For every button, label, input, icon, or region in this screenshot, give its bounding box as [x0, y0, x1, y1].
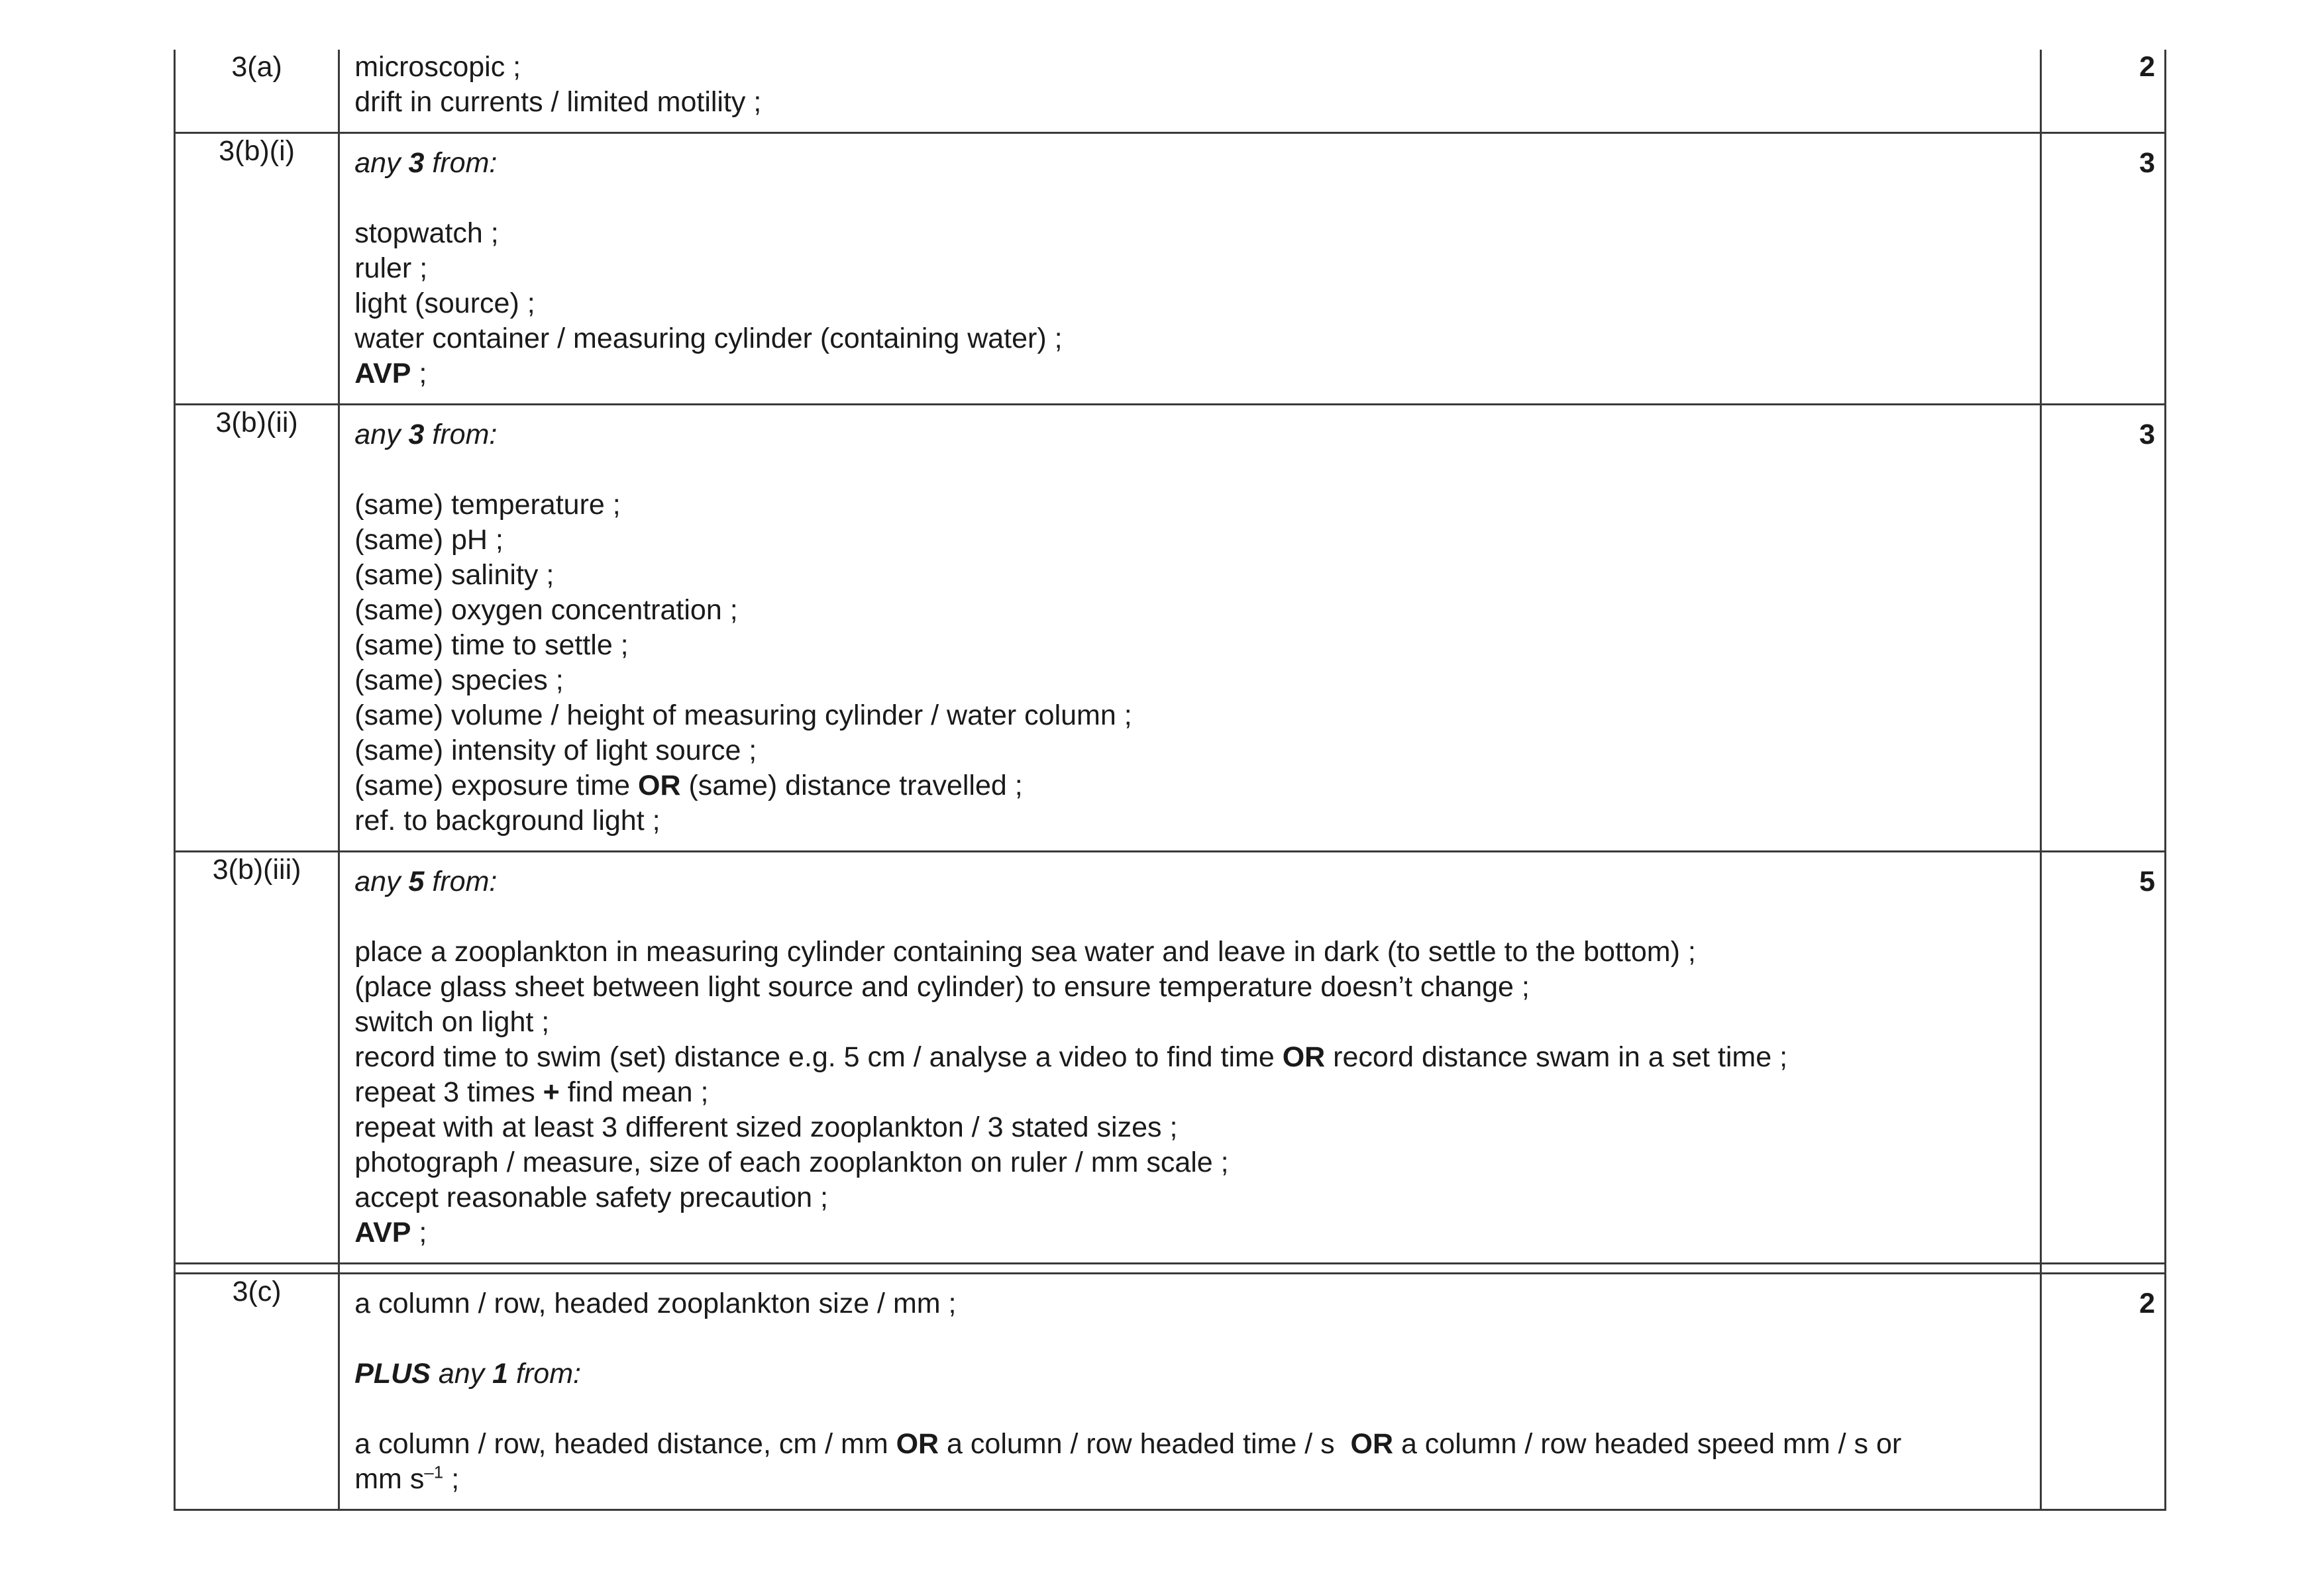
- answer-line: (same) temperature ;: [354, 489, 621, 521]
- answer-line: (place glass sheet between light source and cylinder) to ensure temperature doesn’t change ;: [354, 971, 1530, 1003]
- divider: [175, 1264, 2166, 1274]
- question-number: 3(c): [232, 1276, 282, 1307]
- answer-line: water container / measuring cylinder (containing water) ;: [354, 323, 1063, 354]
- marks-value: 5: [2139, 866, 2155, 897]
- answer-cell: [339, 1274, 2041, 1510]
- answer-cell: [339, 405, 2041, 852]
- answer-line: accept reasonable safety precaution ;: [354, 1182, 828, 1213]
- answer-line: repeat with at least 3 different sized zooplankton / 3 stated sizes ;: [354, 1111, 1178, 1143]
- answer-cell: [339, 133, 2041, 405]
- answer-line: photograph / measure, size of each zooplankton on ruler / mm scale ;: [354, 1147, 1229, 1178]
- answer-line: (same) pH ;: [354, 524, 503, 556]
- answer-line: (same) time to settle ;: [354, 629, 629, 661]
- answer-line: place a zooplankton in measuring cylinder containing sea water and leave in dark (to settle to the bottom) ;: [354, 936, 1696, 968]
- answer-line: light (source) ;: [354, 287, 535, 319]
- answer-line: drift in currents / limited motility ;: [354, 86, 762, 118]
- table-row: [175, 405, 2166, 852]
- answer-line: (same) volume / height of measuring cylinder / water column ;: [354, 699, 1132, 731]
- table-row: [175, 133, 2166, 405]
- instruction-line: any 5 from:: [354, 866, 498, 897]
- table-row: [175, 1274, 2166, 1510]
- answer-line: (same) salinity ;: [354, 559, 555, 591]
- answer-line: microscopic ;: [354, 51, 521, 83]
- answer-line: mm $s^{-1}$ ;: [354, 1462, 460, 1495]
- answer-line: a column / row, headed distance, cm / mm OR a column / row headed time / s OR a column / row headed speed mm / s or: [354, 1428, 1902, 1460]
- avp-line: AVP ;: [354, 358, 427, 389]
- marks-value: 3: [2139, 419, 2155, 450]
- question-number: 3(b)(ii): [215, 407, 298, 438]
- answer-line: (same) intensity of light source ;: [354, 735, 757, 766]
- answer-line: record time to swim (set) distance e.g. 5 cm / analyse a video to find time OR record distance swam in a set time ;: [354, 1041, 1788, 1073]
- avp-line: AVP ;: [354, 1217, 427, 1249]
- answer-line: (same) exposure time OR (same) distance travelled ;: [354, 770, 1023, 801]
- answer-cell: [339, 852, 2041, 1264]
- instruction-line: PLUS any 1 from:: [354, 1358, 581, 1390]
- instruction-line: any 3 from:: [354, 147, 498, 179]
- answer-line: switch on light ;: [354, 1006, 550, 1038]
- instruction-line: any 3 from:: [354, 419, 498, 450]
- question-number: 3(b)(i): [219, 135, 295, 167]
- answer-line: ruler ;: [354, 252, 428, 284]
- mark-scheme-table: [174, 50, 2166, 1511]
- table-row: [175, 50, 2166, 133]
- marks-value: 2: [2139, 1288, 2155, 1319]
- marks-value: 2: [2040, 50, 2165, 133]
- answer-line: (same) species ;: [354, 664, 564, 696]
- answer-line: ref. to background light ;: [354, 805, 660, 837]
- answer-line: repeat 3 times + find mean ;: [354, 1076, 709, 1108]
- question-number: 3(b)(iii): [212, 854, 301, 886]
- answer-cell: [339, 50, 2041, 133]
- answer-line: stopwatch ;: [354, 217, 499, 249]
- answer-line: (same) oxygen concentration ;: [354, 594, 738, 626]
- table-row: [175, 852, 2166, 1264]
- answer-line: a column / row, headed zooplankton size / mm ;: [354, 1288, 957, 1319]
- question-number: 3(a): [175, 50, 339, 133]
- marks-value: 3: [2139, 147, 2155, 179]
